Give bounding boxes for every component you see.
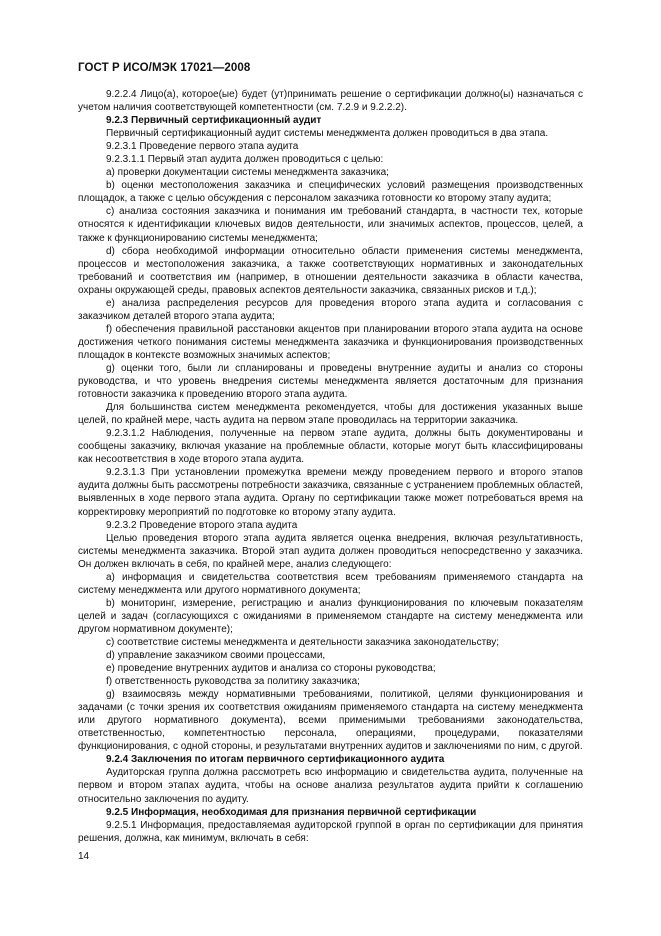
paragraph: c) анализа состояния заказчика и понимания им требований стандарта, в частности тех, которые относятся к идентификации ключевых видов деятельности, или значимых аспектов, процессов, целей, а также к функционированию системы менеджмента; [78,206,583,244]
paragraph: f) ответственность руководства за политику заказчика; [106,676,360,688]
paragraph: a) информация и свидетельства соответствия всем требованиям применяемого стандарта на систему менеджмента или другого нормативного документа; [78,571,583,596]
paragraph: Аудиторская группа должна рассмотреть всю информацию и свидетельства аудита, полученные на первом и втором этапах аудита, чтобы на основе анализа результатов аудита прийти к соглашению относительно заключения по аудиту. [78,767,583,805]
paragraph: b) мониторинг, измерение, регистрацию и анализ функционирования по ключевым показателям целей и задач (согласующихся с ожиданиями в применяемом стандарте на систему менеджмента или другом нормативном документе); [78,597,583,635]
paragraph: Для большинства систем менеджмента рекомендуется, чтобы для достижения указанных выше целей, по крайней мере, часть аудита на первом этапе проводилась на территории заказчика. [78,402,583,427]
paragraph: 9.2.3 Первичный сертификационный аудит [106,115,322,127]
paragraph: 9.2.3.1.2 Наблюдения, полученные на первом этапе аудита, должны быть документированы и сообщены заказчику, включая указание на проблемные области, которые могут быть классифицированы как несоответствия в ходе второго этапа аудита. [78,428,583,466]
paragraph: a) проверки документации системы менеджмента заказчика; [106,167,389,179]
paragraph: c) соответствие системы менеджмента и деятельности заказчика законодательству; [106,636,500,648]
paragraph: d) сбора необходимой информации относительно области применения системы менеджмента, процессов и местоположения заказчика, а также соответствующих нормативных и законодательных требований и соответствия им (например, в отношении деятельности заказчика в области качества, охраны окружающей среды, правовых аспектов деятельности заказчика, связанных рисков и т.д.); [78,245,583,296]
paragraph: f) обеспечения правильной расстановки акцентов при планировании второго этапа аудита на основе достижения четкого понимания системы менеджмента заказчика и функционирования производственных площадок в контексте возможных значимых аспектов; [78,323,583,361]
page-number: 14 [78,851,90,862]
paragraph: g) оценки того, были ли спланированы и проведены внутренние аудиты и анализ со стороны руководства, и что уровень внедрения системы менеджмента является достаточным для признания готовности заказчика к проведению второго этапа аудита. [78,362,583,401]
paragraph: 9.2.3.1.1 Первый этап аудита должен проводиться с целью: [106,154,384,166]
paragraph: Целью проведения второго этапа аудита является оценка внедрения, включая результативность, системы менеджмента заказчика. Второй этап аудита должен проводиться непосредственно у заказчика. Он должен включать в себя, по крайней мере, анализ следующего: [78,532,583,570]
document-body [78,88,583,845]
document-header: ГОСТ Р ИСО/МЭК 17021—2008 [78,62,251,74]
paragraph: 9.2.3.1 Проведение первого этапа аудита [106,141,299,153]
paragraph: b) оценки местоположения заказчика и специфических условий размещения производственных площадок, а также с целью обсуждения с персоналом заказчика готовности ко второму этапу аудита; [78,180,583,205]
paragraph: 9.2.5.1 Информация, предоставляемая аудиторской группой в орган по сертификации для принятия решения, должна, как минимум, включать в себя: [78,819,583,844]
paragraph: e) анализа распределения ресурсов для проведения второго этапа аудита и согласования с заказчиком деталей второго этапа аудита; [78,297,583,322]
paragraph: 9.2.4 Заключения по итогам первичного сертификационного аудита [106,754,445,766]
paragraph: d) управление заказчиком своими процессами, [106,650,326,662]
paragraph: 9.2.5 Информация, необходимая для признания первичной сертификации [106,806,477,818]
paragraph: Первичный сертификационный аудит системы менеджмента должен проводиться в два этапа. [106,128,549,140]
paragraph: 9.2.3.2 Проведение второго этапа аудита [106,519,298,531]
paragraph: g) взаимосвязь между нормативными требованиями, политикой, целями функционирования и задачами (с точки зрения их соответствия ожиданиям применяемого стандарта на систему менеджмента или другого нормативного документа), всеми применимыми требованиями законодательства, ответственностью, компетентностью персонала, операциями, процедурами, показателями функционирования, с одной стороны, и результатами внутренних аудитов и заключениями по ним, с другой. [78,689,583,753]
paragraph: 9.2.2.4 Лицо(а), которое(ые) будет (ут)принимать решение о сертификации должно(ы) назначаться с учетом наличия соответствующей компетентности (см. 7.2.9 и 9.2.2.2). [78,89,583,114]
paragraph: 9.2.3.1.3 При установлении промежутка времени между проведением первого и второго этапов аудита должны быть рассмотрены потребности заказчика, связанные с устранением проблемных областей, выявленных в ходе первого этапа аудита. Органу по сертификации также может потребоваться время на корректировку мероприятий по подготовке ко второму этапу аудита. [78,467,583,518]
paragraph: e) проведение внутренних аудитов и анализа со стороны руководства; [106,663,436,675]
